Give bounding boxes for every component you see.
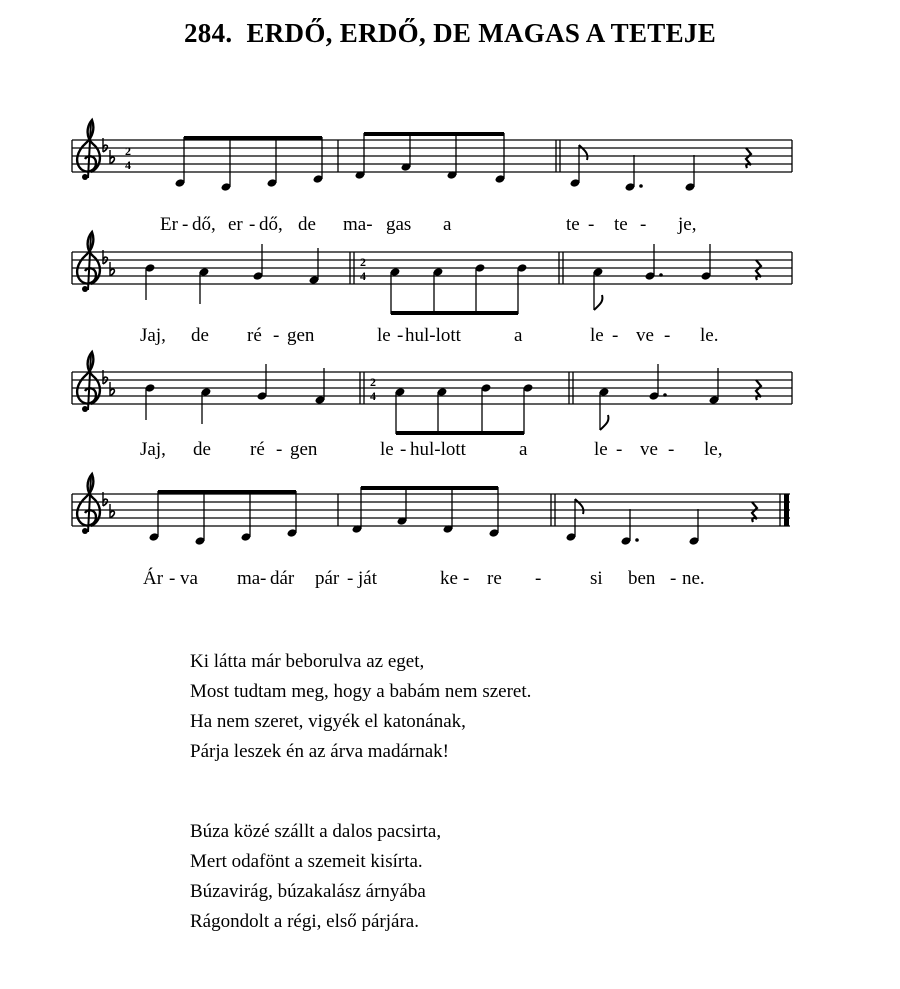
- lyric-syllable: re: [487, 568, 502, 589]
- lyric-hyphen: -: [397, 325, 404, 346]
- staff-lines: [72, 140, 792, 172]
- lyric-syllable: ma-: [343, 214, 373, 235]
- time-signature-bottom: 4: [370, 389, 376, 403]
- stanza-line: Búza közé szállt a dalos pacsirta,: [190, 821, 442, 842]
- lyric-syllable: ke: [440, 568, 458, 589]
- lyric-syllable: ré: [250, 439, 265, 460]
- song-number: 284.: [184, 18, 233, 48]
- lyric-hyphen: -: [182, 214, 189, 235]
- lyrics-line-3: [140, 439, 722, 460]
- lyric-syllable: a: [514, 325, 523, 346]
- lyric-hyphen: -: [347, 568, 354, 589]
- time-signature-top: 2: [370, 375, 376, 389]
- lyric-hyphen: -: [612, 325, 619, 346]
- stanza-line: Rágondolt a régi, első párjára.: [190, 911, 419, 932]
- system-1: [72, 120, 792, 192]
- lyric-syllable: va: [180, 568, 198, 589]
- lyric-syllable: le: [380, 439, 394, 460]
- lyric-hyphen: -: [670, 568, 677, 589]
- stanza-line: Most tudtam meg, hogy a babám nem szeret.: [190, 681, 532, 702]
- lyrics: [140, 214, 722, 589]
- lyric-syllable: dár: [270, 568, 295, 589]
- quarter-rest-icon: [756, 380, 761, 400]
- system-4: [72, 474, 790, 546]
- lyric-hyphen: -: [640, 214, 647, 235]
- lyric-syllable: Er: [160, 214, 178, 235]
- lyric-hyphen: -: [276, 439, 283, 460]
- quarter-rest-icon: [752, 502, 757, 522]
- lyric-hyphen: -: [668, 439, 675, 460]
- stanza-line: Búzavirág, búzakalász árnyába: [190, 881, 426, 902]
- lyric-syllable: ját: [358, 568, 377, 589]
- lyric-hyphen: -: [588, 214, 595, 235]
- lyric-hyphen: -: [169, 568, 176, 589]
- treble-clef-icon: [77, 474, 100, 534]
- lyric-syllable: de: [193, 439, 211, 460]
- notes: [175, 133, 751, 192]
- lyric-syllable: gas: [386, 214, 412, 235]
- stanza-line: Ki látta már beborulva az eget,: [190, 651, 425, 672]
- lyric-syllable: ma: [237, 568, 261, 589]
- time-signature-bottom: 4: [360, 269, 366, 283]
- flat-sign-icon: [110, 504, 114, 518]
- lyric-syllable: le: [594, 439, 608, 460]
- final-barline: [784, 494, 789, 526]
- lyric-syllable: le: [377, 325, 391, 346]
- stanza-line: Ha nem szeret, vigyék el katonának,: [190, 711, 466, 732]
- lyric-syllable: ve: [640, 439, 658, 460]
- flat-sign-icon: [110, 150, 114, 164]
- lyric-hyphen: -: [463, 568, 470, 589]
- lyric-hyphen: -: [249, 214, 256, 235]
- lyric-syllable: Jaj,: [140, 439, 166, 460]
- lyric-syllable: ve: [636, 325, 654, 346]
- lyric-syllable: le.: [700, 325, 719, 346]
- lyric-syllable: le: [590, 325, 604, 346]
- lyric-syllable: dő,: [259, 214, 283, 235]
- lyrics-line-2: [140, 325, 718, 346]
- lyric-hyphen: -: [616, 439, 623, 460]
- lyric-syllable: ré: [247, 325, 262, 346]
- lyric-hyphen: -: [535, 568, 542, 589]
- system-2: [72, 232, 792, 314]
- lyrics-line-1: [160, 214, 696, 235]
- lyric-hyphen: -: [273, 325, 280, 346]
- flat-sign-icon: [110, 262, 114, 276]
- quarter-rest-icon: [746, 148, 751, 168]
- lyric-syllable: Ár: [143, 568, 164, 589]
- lyric-syllable: si: [590, 568, 603, 589]
- lyric-syllable: a: [443, 214, 452, 235]
- time-signature-top: 2: [125, 144, 131, 158]
- stanza-3: [190, 817, 441, 937]
- lyric-syllable: le,: [704, 439, 723, 460]
- lyric-syllable: ben: [628, 568, 656, 589]
- lyric-syllable: hul-lott: [405, 325, 461, 346]
- song-title-text: ERDŐ, ERDŐ, DE MAGAS A TETEJE: [246, 18, 716, 48]
- lyric-syllable: de: [298, 214, 316, 235]
- lyrics-line-4: [143, 567, 705, 589]
- lyric-syllable: gen: [287, 325, 315, 346]
- treble-clef-icon: [77, 352, 100, 412]
- lyric-syllable: ne.: [682, 568, 705, 589]
- lyric-syllable: gen: [290, 439, 318, 460]
- treble-clef-icon: [77, 232, 100, 292]
- system-3: [72, 352, 792, 434]
- lyric-syllable: je,: [678, 214, 697, 235]
- lyric-hyphen: -: [260, 568, 267, 589]
- lyric-syllable: de: [191, 325, 209, 346]
- quarter-rest-icon: [756, 260, 761, 280]
- lyric-syllable: hul-lott: [410, 439, 466, 460]
- flat-sign-icon: [110, 382, 114, 396]
- lyric-syllable: pár: [315, 568, 340, 589]
- lyric-syllable: Jaj,: [140, 325, 166, 346]
- stanza-2: [190, 647, 531, 767]
- lyric-syllable: te: [566, 214, 580, 235]
- stanza-line: Mert odafönt a szemeit kisírta.: [190, 851, 423, 872]
- lyric-syllable: te: [614, 214, 628, 235]
- lyric-hyphen: -: [400, 439, 407, 460]
- lyric-hyphen: -: [664, 325, 671, 346]
- stanza-line: Párja leszek én az árva madárnak!: [190, 741, 449, 762]
- treble-clef-icon: [77, 120, 100, 180]
- lyric-syllable: dő,: [192, 214, 216, 235]
- lyric-syllable: a: [519, 439, 528, 460]
- time-signature-top: 2: [360, 255, 366, 269]
- time-signature-bottom: 4: [125, 158, 131, 172]
- lyric-syllable: er: [228, 214, 243, 235]
